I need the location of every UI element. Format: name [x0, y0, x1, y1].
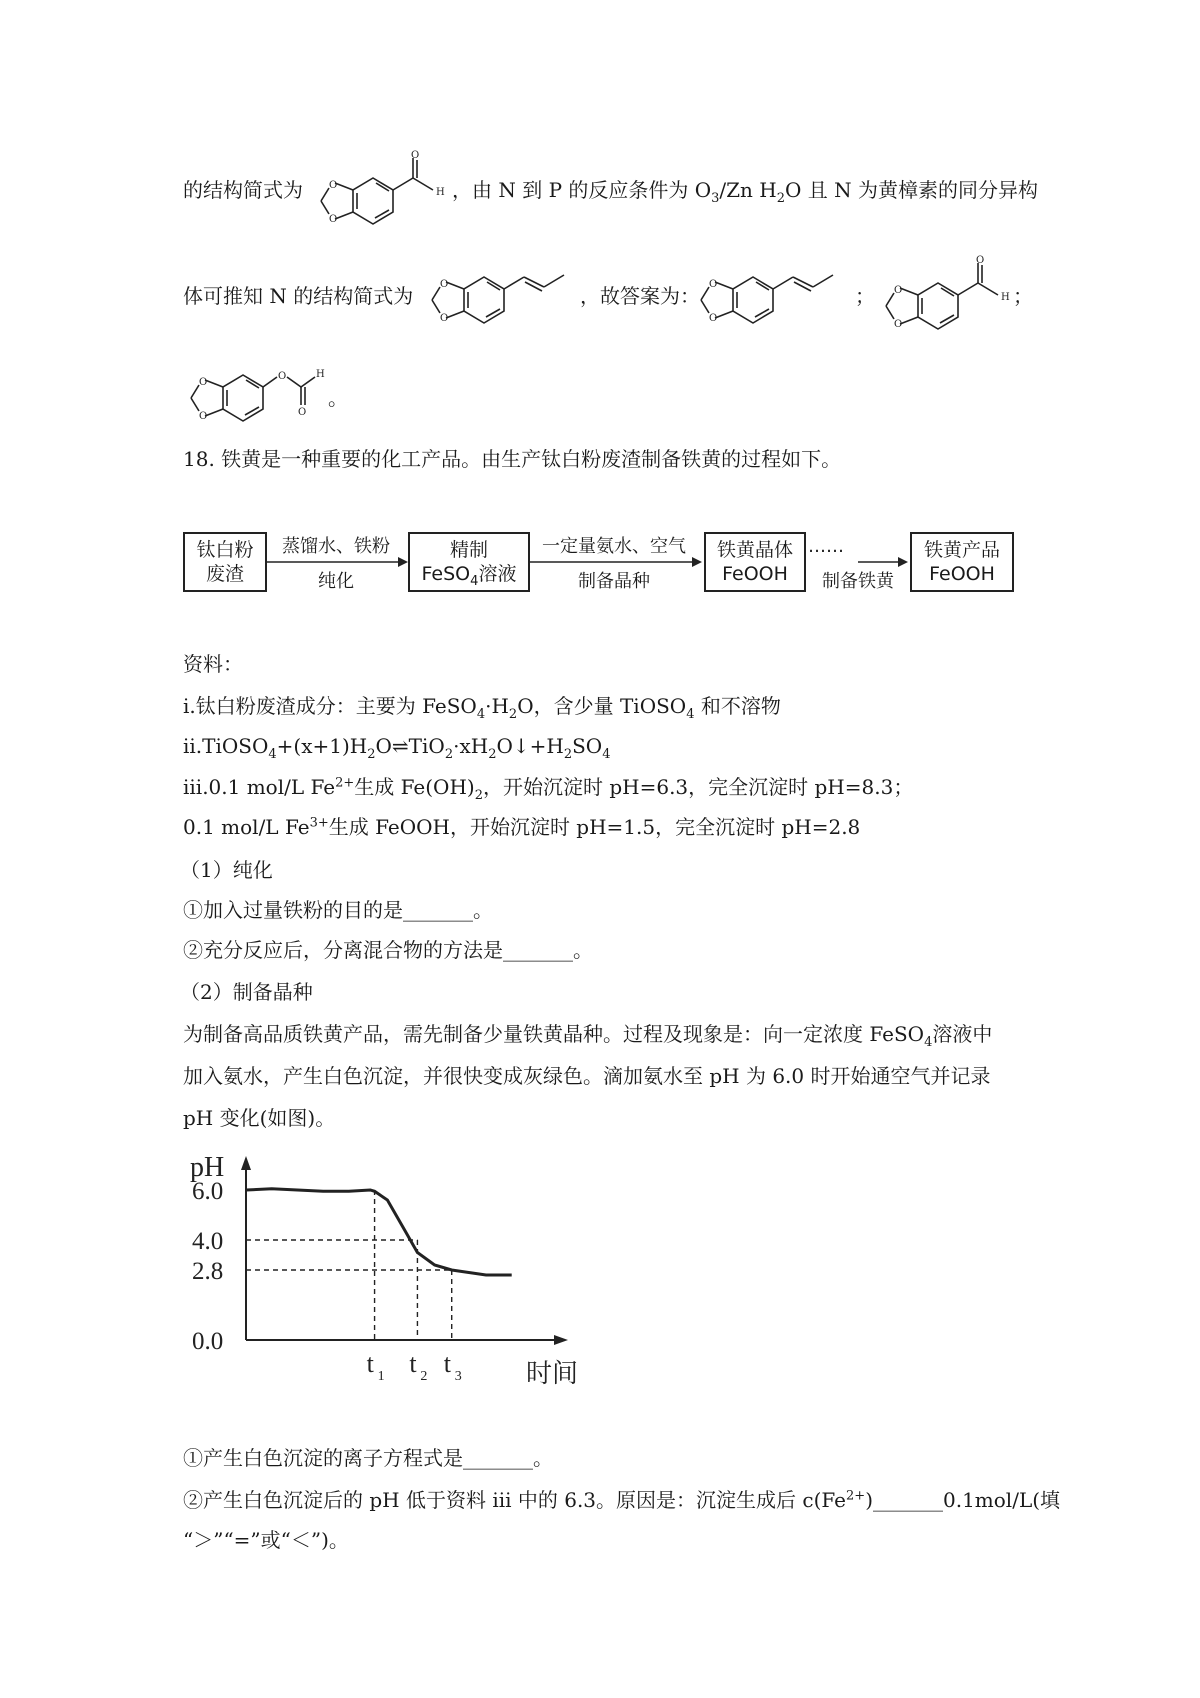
- question-ph-reason: ②产生白色沉淀后的 pH 低于资料 iii 中的 6.3。原因是：沉淀生成后 $c(Fe^{2+})\_\_\_\_\_\_\_0.1mol/L$(填: [183, 1488, 1061, 1512]
- svg-text:O: O: [894, 319, 903, 330]
- svg-text:O: O: [329, 180, 338, 191]
- svg-text:O: O: [298, 407, 307, 418]
- flow-box-1: 钛白粉 废渣: [183, 532, 267, 592]
- piperonal-structure-answer: [878, 255, 1013, 340]
- part1-heading: （1）纯化: [180, 858, 273, 882]
- y-tick-label: 6.0: [192, 1178, 224, 1205]
- isosafrole-structure: [424, 253, 574, 333]
- y-tick-label: 4.0: [192, 1228, 224, 1255]
- answer-line-2: 体可推知 N 的结构简式为: [183, 284, 414, 308]
- x-tick-label: t: [366, 1349, 374, 1378]
- answer-sep-1: ；: [855, 284, 875, 308]
- arrow2-top-label: 一定量氨水、空气: [542, 536, 686, 557]
- svg-text:O: O: [709, 313, 718, 324]
- part2-paragraph-1: 为制备高品质铁黄产品，需先制备少量铁黄晶种。过程及现象是：向一定浓度 FeSO$_4$溶液中: [183, 1022, 993, 1050]
- svg-text:H: H: [1001, 292, 1010, 303]
- x-tick-subscript: 2: [420, 1369, 428, 1384]
- part2-paragraph-2: 加入氨水，产生白色沉淀，并很快变成灰绿色。滴加氨水至 pH 为 6.0 时开始通空气并记录: [183, 1064, 991, 1088]
- flow-box-4: 铁黄产品 FeOOH: [910, 532, 1014, 592]
- svg-text:O: O: [411, 150, 420, 161]
- info-item-ii: $ii.TiOSO_4+(x+1)H_2O\rightleftharpoons TiO_2\cdot xH_2O↓+H_2SO_4$: [183, 734, 611, 762]
- flow-box-2: 精制 FeSO$_4$溶液: [408, 532, 530, 592]
- svg-text:O: O: [278, 371, 287, 382]
- answer-sep-2: ；: [1013, 284, 1033, 308]
- question-ion-equation: ①产生白色沉淀的离子方程式是_______。: [183, 1446, 553, 1470]
- part2-heading: （2）制备晶种: [180, 980, 313, 1004]
- svg-text:O: O: [440, 279, 449, 290]
- y-axis-arrow: [241, 1156, 251, 1170]
- svg-text:H: H: [316, 369, 325, 380]
- ph-chart: [190, 1150, 590, 1404]
- piperonal-structure: [313, 150, 448, 235]
- formate-ester-structure: [183, 355, 328, 435]
- svg-text:O: O: [709, 279, 718, 290]
- isosafrole-structure-answer: [693, 253, 843, 333]
- svg-text:O: O: [894, 285, 903, 296]
- question-title: 18. 铁黄是一种重要的化工产品。由生产钛白粉废渣制备铁黄的过程如下。: [183, 447, 842, 471]
- x-axis-label: 时间: [526, 1359, 579, 1388]
- svg-text:H: H: [436, 187, 445, 198]
- part1-question-1: ①加入过量铁粉的目的是_______。: [183, 898, 493, 922]
- x-axis-arrow: [554, 1335, 568, 1345]
- x-tick-label: t: [443, 1349, 451, 1378]
- svg-text:O: O: [976, 255, 985, 266]
- info-item-iv: 0.1 mol/L $Fe^{3+}$生成 FeOOH，开始沉淀时 pH=1.5，完全沉淀时 pH=2.8: [183, 815, 861, 839]
- ph-chart-svg: [190, 1150, 590, 1400]
- question-ph-reason-cont: “＞”“=”或“＜”)。: [183, 1528, 349, 1552]
- y-tick-label: 0.0: [192, 1328, 224, 1355]
- arrow1-bottom-label: 纯化: [318, 571, 354, 592]
- part2-paragraph-3: pH 变化(如图)。: [183, 1106, 336, 1130]
- y-axis-label: pH: [190, 1152, 225, 1183]
- arrow3-top-label: ……: [808, 536, 844, 557]
- x-tick-label: t: [409, 1349, 417, 1378]
- svg-text:O: O: [199, 411, 208, 422]
- info-heading: 资料：: [183, 652, 243, 676]
- line1-prefix: 的结构简式为: [183, 178, 303, 202]
- answer-line-3-end: 。: [328, 386, 348, 410]
- info-item-i: i.钛白粉废渣成分：主要为 $FeSO_4\cdot H_2O$，含少量 TiOSO$_4$ 和不溶物: [183, 694, 781, 722]
- y-tick-label: 2.8: [192, 1258, 224, 1285]
- arrow2-bottom-label: 制备晶种: [578, 571, 650, 592]
- ph-curve-series: [246, 1189, 512, 1275]
- x-tick-subscript: 1: [377, 1369, 385, 1384]
- x-tick-subscript: 3: [454, 1369, 462, 1384]
- info-item-iii: iii.0.1 mol/L $Fe^{2+}$生成 $Fe(OH)_2$，开始沉淀时 pH=6.3，完全沉淀时 pH=8.3；: [183, 775, 914, 803]
- answer-line-1: [183, 176, 303, 204]
- svg-text:O: O: [199, 377, 208, 388]
- svg-text:O: O: [329, 214, 338, 225]
- svg-text:O: O: [440, 313, 449, 324]
- arrow1-top-label: 蒸馏水、铁粉: [282, 536, 390, 557]
- answer-line-1-rest: ，由 N 到 P 的反应条件为 $O_3/Zn$ $H_2O$ 且 N 为黄樟素的同分异构: [452, 178, 1038, 206]
- part1-question-2: ②充分反应后，分离混合物的方法是_______。: [183, 938, 593, 962]
- answer-line-2-mid: ，故答案为：: [580, 284, 700, 308]
- arrow3-bottom-label: 制备铁黄: [822, 571, 894, 592]
- flow-box-3: 铁黄晶体 FeOOH: [704, 532, 806, 592]
